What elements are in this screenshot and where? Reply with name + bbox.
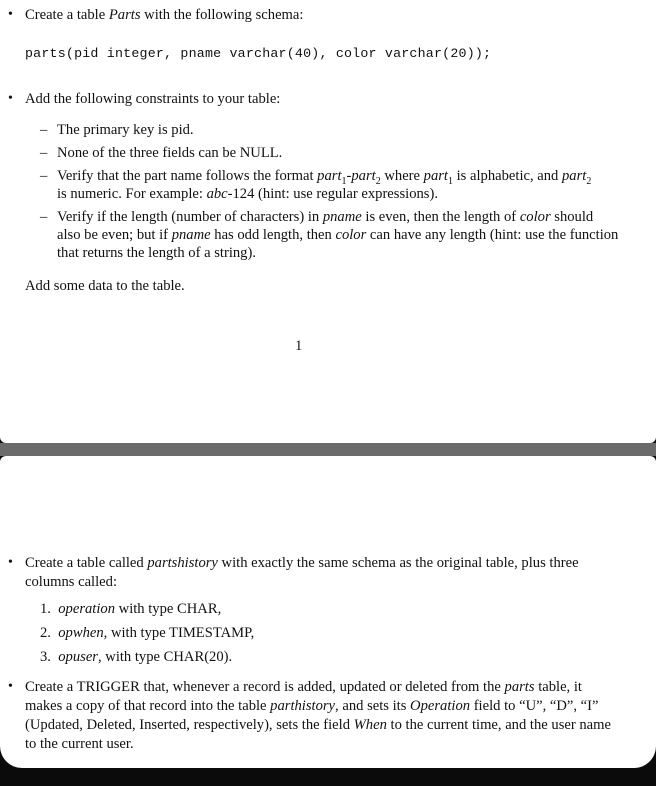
bullet-marker: • [8, 679, 13, 694]
column-item-operation: 1. operation with type CHAR, [40, 601, 222, 617]
document-page-2 [0, 456, 656, 768]
item-create-parts: Create a table Parts with the following schema: [25, 7, 304, 23]
dash-marker: – [40, 145, 48, 161]
constraint-length-line3: that returns the length of a string). [57, 245, 256, 261]
constraint-not-null: None of the three fields can be NULL. [57, 145, 283, 161]
constraint-primary-key: The primary key is pid. [57, 122, 194, 138]
page-separator [0, 443, 656, 456]
dash-marker: – [40, 122, 48, 138]
item-create-trigger-line2: makes a copy of that record into the table parthistory, and sets its Operation field to “U”, “D”, “I” [25, 698, 599, 714]
bullet-marker: • [8, 91, 13, 106]
item-create-partshistory-line1: Create a table called partshistory with exactly the same schema as the original table, plus three [25, 555, 579, 571]
constraint-format-line2: is numeric. For example: abc-124 (hint: use regular expressions). [57, 186, 438, 202]
item-create-trigger-line3: (Updated, Deleted, Inserted, respectively), sets the field When to the current time, and the user name [25, 717, 611, 733]
item-create-partshistory-line2: columns called: [25, 574, 117, 590]
schema-code: parts(pid integer, pname varchar(40), color varchar(20)); [25, 46, 492, 61]
dash-marker: – [40, 209, 48, 225]
dash-marker: – [40, 168, 48, 184]
item-add-constraints: Add the following constraints to your table: [25, 91, 281, 107]
add-data-text: Add some data to the table. [25, 278, 185, 294]
item-create-trigger-line4: to the current user. [25, 736, 134, 752]
constraint-length-line1: Verify if the length (number of characters) in pname is even, then the length of color should [57, 209, 594, 225]
constraint-length-line2: also be even; but if pname has odd length, then color can have any length (hint: use the function [57, 227, 619, 243]
bullet-marker: • [8, 7, 13, 22]
item-create-trigger-line1: Create a TRIGGER that, whenever a record is added, updated or deleted from the parts table, it [25, 679, 582, 695]
column-item-opuser: 3. opuser, with type CHAR(20). [40, 649, 233, 665]
page-number: 1 [295, 338, 303, 354]
column-item-opwhen: 2. opwhen, with type TIMESTAMP, [40, 625, 255, 641]
bullet-marker: • [8, 555, 13, 570]
constraint-format-line1: Verify that the part name follows the format part$_1$-part$_2$ where part$_1$ is alphabetic, and part$_2$ [57, 168, 592, 187]
